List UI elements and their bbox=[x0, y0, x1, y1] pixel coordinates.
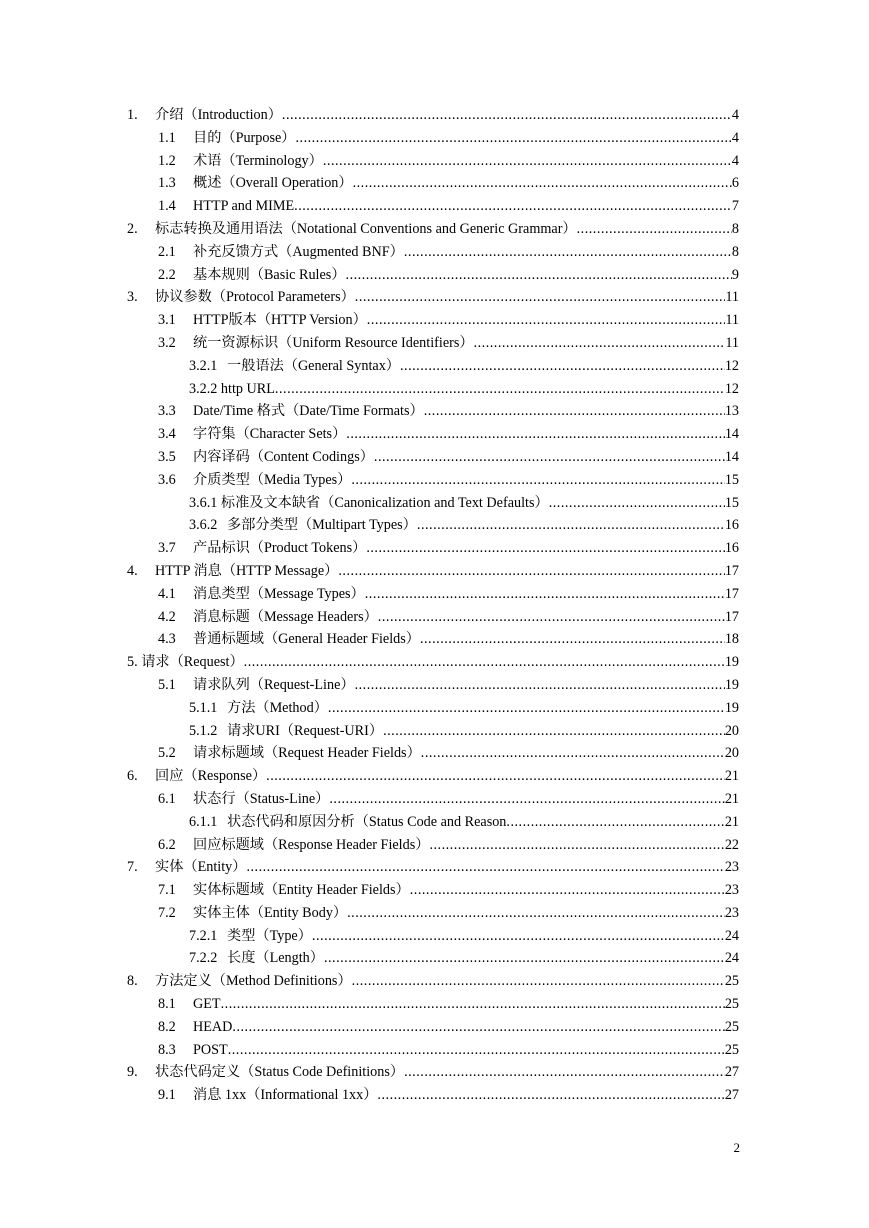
toc-entry-title: 请求队列（Request-Line） bbox=[193, 676, 355, 693]
toc-entry-title: 方法（Method） bbox=[227, 699, 328, 716]
dot-leader bbox=[365, 583, 725, 606]
toc-entry[interactable] bbox=[0, 355, 869, 378]
toc-entry-title: 一般语法（General Syntax） bbox=[227, 357, 400, 374]
toc-entry-title: 标志转换及通用语法（Notational Conventions and Generic Grammar） bbox=[155, 220, 577, 237]
toc-entry-page: 21 bbox=[724, 790, 739, 807]
dot-leader bbox=[383, 720, 725, 743]
dot-leader bbox=[577, 218, 732, 241]
dot-leader bbox=[378, 606, 725, 629]
dot-leader bbox=[351, 469, 724, 492]
toc-entry[interactable] bbox=[0, 469, 869, 492]
toc-entry-page: 4 bbox=[731, 129, 739, 146]
toc-entry-title: 产品标识（Product Tokens） bbox=[193, 540, 367, 557]
toc-entry[interactable] bbox=[0, 514, 869, 537]
toc-entry-title: 方法定义（Method Definitions） bbox=[155, 973, 352, 990]
toc-entry[interactable] bbox=[0, 993, 869, 1016]
toc-entry[interactable] bbox=[0, 902, 869, 925]
dot-leader bbox=[312, 925, 725, 948]
toc-entry-title: 3.6.1 标准及文本缺省（Canonicalization and Text Defaults） bbox=[189, 494, 549, 511]
toc-entry-page: 4 bbox=[731, 152, 739, 169]
toc-entry-number: 6.2 bbox=[158, 836, 176, 853]
toc-entry-number: 3.6.2 bbox=[189, 517, 218, 534]
toc-entry[interactable] bbox=[0, 606, 869, 629]
toc-entry-number: 1.1 bbox=[158, 129, 176, 146]
toc-entry-title: 消息标题（Message Headers） bbox=[193, 608, 378, 625]
dot-leader bbox=[400, 355, 725, 378]
toc-entry-number: 3.2 bbox=[158, 334, 176, 351]
page-number: 2 bbox=[733, 1140, 740, 1155]
dot-leader bbox=[404, 1061, 725, 1084]
toc-entry-title: 5. 请求（Request） bbox=[127, 654, 244, 671]
toc-entry-title: 状态代码定义（Status Code Definitions） bbox=[155, 1064, 405, 1081]
toc-entry-title: 实体标题域（Entity Header Fields） bbox=[193, 882, 410, 899]
dot-leader bbox=[324, 947, 725, 970]
dot-leader bbox=[328, 697, 725, 720]
toc-entry-title: 内容译码（Content Codings） bbox=[193, 448, 374, 465]
toc-entry-page: 13 bbox=[724, 403, 739, 420]
toc-entry[interactable] bbox=[0, 720, 869, 743]
toc-entry-title: 状态行（Status-Line） bbox=[193, 790, 330, 807]
toc-entry-page: 14 bbox=[724, 448, 739, 465]
dot-leader bbox=[420, 628, 725, 651]
toc-entry-page: 22 bbox=[724, 836, 739, 853]
dot-leader bbox=[474, 332, 726, 355]
toc-entry[interactable] bbox=[0, 811, 869, 834]
dot-leader bbox=[346, 264, 732, 287]
toc-entry-page: 12 bbox=[724, 380, 739, 397]
toc-entry-title: HTTP and MIME bbox=[193, 198, 295, 215]
toc-entry-title: 消息 1xx（Informational 1xx） bbox=[193, 1087, 378, 1104]
dot-leader bbox=[228, 1039, 725, 1062]
toc-entry-title: HTTP 消息（HTTP Message） bbox=[155, 562, 339, 579]
toc-entry-number: 5.1.2 bbox=[189, 722, 218, 739]
toc-entry-number: 1.3 bbox=[158, 175, 176, 192]
toc-entry-page: 23 bbox=[724, 859, 739, 876]
toc-entry-page: 20 bbox=[724, 722, 739, 739]
toc-entry-number: 3.1 bbox=[158, 312, 176, 329]
toc-entry-number: 4.1 bbox=[158, 585, 176, 602]
toc-entry-title: POST bbox=[193, 1041, 228, 1058]
toc-entry-title: GET bbox=[193, 996, 221, 1013]
toc-entry-title: Date/Time 格式（Date/Time Formats） bbox=[193, 403, 424, 420]
dot-leader bbox=[366, 537, 724, 560]
dot-leader bbox=[404, 241, 732, 264]
toc-entry[interactable] bbox=[0, 423, 869, 446]
toc-entry[interactable] bbox=[0, 925, 869, 948]
toc-entry-title: 状态代码和原因分析（Status Code and Reason bbox=[227, 813, 507, 830]
toc-entry-page: 23 bbox=[724, 904, 739, 921]
toc-entry-page: 7 bbox=[731, 198, 739, 215]
dot-leader bbox=[294, 195, 732, 218]
toc-entry-page: 16 bbox=[724, 517, 739, 534]
toc-entry-number: 3. bbox=[127, 289, 138, 306]
toc-entry[interactable] bbox=[0, 560, 869, 583]
toc-entry-number: 8.3 bbox=[158, 1041, 176, 1058]
toc-entry-number: 7.1 bbox=[158, 882, 176, 899]
toc-entry[interactable] bbox=[0, 195, 869, 218]
toc-entry-number: 3.4 bbox=[158, 426, 176, 443]
toc-entry-title: 3.2.2 http URL bbox=[189, 380, 275, 397]
toc-entry-title: HEAD bbox=[193, 1018, 233, 1035]
toc-entry-page: 20 bbox=[724, 745, 739, 762]
toc-entry-number: 7.2.1 bbox=[189, 927, 218, 944]
toc-entry[interactable] bbox=[0, 970, 869, 993]
dot-leader bbox=[355, 674, 725, 697]
toc-entry[interactable] bbox=[0, 150, 869, 173]
toc-entry-title: 协议参数（Protocol Parameters） bbox=[155, 289, 355, 306]
toc-entry-number: 8.1 bbox=[158, 996, 176, 1013]
toc-entry-title: 介绍（Introduction） bbox=[155, 107, 282, 123]
toc-entry-page: 18 bbox=[724, 631, 739, 648]
toc-entry-number: 8. bbox=[127, 973, 138, 990]
toc-entry-title: 概述（Overall Operation） bbox=[193, 175, 353, 192]
toc-entry-page: 17 bbox=[724, 562, 739, 579]
toc-entry[interactable] bbox=[0, 1061, 869, 1084]
toc-entry-page: 21 bbox=[724, 768, 739, 785]
toc-entry[interactable] bbox=[0, 309, 869, 332]
toc-entry[interactable] bbox=[0, 674, 869, 697]
toc-entry-page: 4 bbox=[731, 107, 739, 123]
toc-entry[interactable] bbox=[0, 286, 869, 309]
toc-entry[interactable] bbox=[0, 127, 869, 150]
toc-entry-number: 4.2 bbox=[158, 608, 176, 625]
toc-entry[interactable] bbox=[0, 172, 869, 195]
toc-entry-title: 多部分类型（Multipart Types） bbox=[227, 517, 417, 534]
dot-leader bbox=[246, 856, 724, 879]
toc-entry-number: 6.1 bbox=[158, 790, 176, 807]
toc-entry-page: 27 bbox=[724, 1087, 739, 1104]
dot-leader bbox=[367, 309, 726, 332]
toc-entry-number: 5.1.1 bbox=[189, 699, 218, 716]
toc-entry-title: 回应标题域（Response Header Fields） bbox=[193, 836, 430, 853]
toc-entry[interactable] bbox=[0, 400, 869, 423]
toc-entry-title: 实体（Entity） bbox=[155, 859, 247, 876]
dot-leader bbox=[410, 879, 725, 902]
toc-entry-page: 6 bbox=[731, 175, 739, 192]
toc-entry[interactable] bbox=[0, 651, 869, 674]
dot-leader bbox=[266, 765, 725, 788]
toc-entry-title: 实体主体（Entity Body） bbox=[193, 904, 348, 921]
toc-entry[interactable] bbox=[0, 947, 869, 970]
dot-leader bbox=[329, 788, 724, 811]
toc-entry-number: 7.2.2 bbox=[189, 950, 218, 967]
toc-entry[interactable] bbox=[0, 492, 869, 515]
toc-entry-title: 补充反馈方式（Augmented BNF） bbox=[193, 243, 404, 260]
toc-entry-number: 4.3 bbox=[158, 631, 176, 648]
toc-entry-number: 2.2 bbox=[158, 266, 176, 283]
toc-entry-title: 请求标题域（Request Header Fields） bbox=[193, 745, 421, 762]
toc-entry[interactable] bbox=[0, 378, 869, 401]
toc-entry[interactable] bbox=[0, 1039, 869, 1062]
toc-entry-title: 术语（Terminology） bbox=[193, 152, 323, 169]
toc-entry-title: 回应（Response） bbox=[155, 768, 267, 785]
toc-entry[interactable] bbox=[0, 879, 869, 902]
toc-entry-title: 消息类型（Message Types） bbox=[193, 585, 365, 602]
toc-entry[interactable] bbox=[0, 742, 869, 765]
toc-entry[interactable] bbox=[0, 218, 869, 241]
dot-leader bbox=[429, 834, 724, 857]
toc-entry-title: 类型（Type） bbox=[227, 927, 312, 944]
toc-entry-number: 7.2 bbox=[158, 904, 176, 921]
toc-entry-number: 6. bbox=[127, 768, 138, 785]
toc-entry-title: 字符集（Character Sets） bbox=[193, 426, 347, 443]
dot-leader bbox=[353, 172, 732, 195]
toc-entry[interactable] bbox=[0, 856, 869, 879]
toc-entry-number: 8.2 bbox=[158, 1018, 176, 1035]
toc-entry[interactable] bbox=[0, 446, 869, 469]
toc-entry-number: 5.2 bbox=[158, 745, 176, 762]
toc-entry[interactable] bbox=[0, 104, 869, 127]
toc-entry-page: 9 bbox=[731, 266, 739, 283]
toc-entry[interactable] bbox=[0, 241, 869, 264]
dot-leader bbox=[549, 492, 725, 515]
toc-entry-number: 3.5 bbox=[158, 448, 176, 465]
table-of-contents bbox=[0, 104, 869, 1107]
toc-entry[interactable] bbox=[0, 788, 869, 811]
dot-leader bbox=[323, 150, 732, 173]
toc-entry-page: 14 bbox=[724, 426, 739, 443]
dot-leader bbox=[355, 286, 726, 309]
toc-entry-page: 24 bbox=[724, 950, 739, 967]
toc-entry-number: 1.4 bbox=[158, 198, 176, 215]
toc-entry-number: 9. bbox=[127, 1064, 138, 1081]
toc-entry-number: 4. bbox=[127, 562, 138, 579]
toc-entry-title: 长度（Length） bbox=[227, 950, 324, 967]
toc-entry-page: 15 bbox=[724, 494, 739, 511]
toc-entry[interactable] bbox=[0, 332, 869, 355]
toc-entry-page: 12 bbox=[724, 357, 739, 374]
dot-leader bbox=[346, 423, 725, 446]
toc-entry-page: 8 bbox=[731, 243, 739, 260]
toc-entry-number: 3.7 bbox=[158, 540, 176, 557]
toc-entry-page: 15 bbox=[724, 471, 739, 488]
dot-leader bbox=[244, 651, 725, 674]
toc-entry-number: 6.1.1 bbox=[189, 813, 218, 830]
toc-entry-title: 基本规则（Basic Rules） bbox=[193, 266, 346, 283]
toc-entry[interactable] bbox=[0, 583, 869, 606]
dot-leader bbox=[338, 560, 724, 583]
toc-entry-title: 介质类型（Media Types） bbox=[193, 471, 352, 488]
toc-entry-page: 17 bbox=[724, 585, 739, 602]
dot-leader bbox=[232, 1016, 724, 1039]
toc-entry[interactable] bbox=[0, 765, 869, 788]
toc-entry-page: 25 bbox=[724, 1041, 739, 1058]
dot-leader bbox=[221, 993, 725, 1016]
toc-entry-page: 19 bbox=[724, 654, 739, 671]
dot-leader bbox=[347, 902, 725, 925]
toc-entry-page: 25 bbox=[724, 973, 739, 990]
dot-leader bbox=[377, 1084, 724, 1107]
dot-leader bbox=[275, 378, 725, 401]
toc-entry-page: 23 bbox=[724, 882, 739, 899]
toc-entry-number: 3.3 bbox=[158, 403, 176, 420]
toc-entry-title: 统一资源标识（Uniform Resource Identifiers） bbox=[193, 334, 474, 351]
toc-entry-page: 25 bbox=[724, 996, 739, 1013]
dot-leader bbox=[424, 400, 725, 423]
toc-entry-number: 3.6 bbox=[158, 471, 176, 488]
toc-entry-number: 2.1 bbox=[158, 243, 176, 260]
toc-entry-number: 1.2 bbox=[158, 152, 176, 169]
toc-entry[interactable] bbox=[0, 1084, 869, 1107]
toc-entry-title: HTTP版本（HTTP Version） bbox=[193, 312, 367, 329]
dot-leader bbox=[282, 104, 732, 127]
toc-entry-page: 21 bbox=[724, 813, 739, 830]
toc-entry[interactable] bbox=[0, 834, 869, 857]
dot-leader bbox=[374, 446, 725, 469]
toc-entry-number: 9.1 bbox=[158, 1087, 176, 1104]
toc-entry[interactable] bbox=[0, 264, 869, 287]
toc-entry-page: 25 bbox=[724, 1018, 739, 1035]
toc-entry-number: 3.2.1 bbox=[189, 357, 218, 374]
toc-entry-page: 19 bbox=[724, 676, 739, 693]
toc-entry-page: 19 bbox=[724, 699, 739, 716]
toc-entry-page: 17 bbox=[724, 608, 739, 625]
toc-entry[interactable] bbox=[0, 697, 869, 720]
toc-entry-number: 5.1 bbox=[158, 676, 176, 693]
dot-leader bbox=[506, 811, 724, 834]
toc-entry-page: 24 bbox=[724, 927, 739, 944]
toc-entry-number: 1. bbox=[127, 107, 138, 123]
toc-entry-number: 2. bbox=[127, 220, 138, 237]
toc-entry-page: 11 bbox=[725, 312, 739, 329]
toc-entry-page: 11 bbox=[725, 334, 739, 351]
dot-leader bbox=[295, 127, 731, 150]
toc-entry[interactable] bbox=[0, 537, 869, 560]
toc-entry-page: 11 bbox=[725, 289, 739, 306]
dot-leader bbox=[417, 514, 725, 537]
toc-entry[interactable] bbox=[0, 628, 869, 651]
toc-entry-page: 16 bbox=[724, 540, 739, 557]
toc-entry-title: 请求URI（Request-URI） bbox=[227, 722, 384, 739]
toc-entry-page: 8 bbox=[731, 220, 739, 237]
toc-entry-number: 7. bbox=[127, 859, 138, 876]
toc-entry-title: 普通标题域（General Header Fields） bbox=[193, 631, 420, 648]
dot-leader bbox=[352, 970, 725, 993]
toc-entry-title: 目的（Purpose） bbox=[193, 129, 296, 146]
toc-entry-page: 27 bbox=[724, 1064, 739, 1081]
dot-leader bbox=[421, 742, 725, 765]
toc-entry[interactable] bbox=[0, 1016, 869, 1039]
